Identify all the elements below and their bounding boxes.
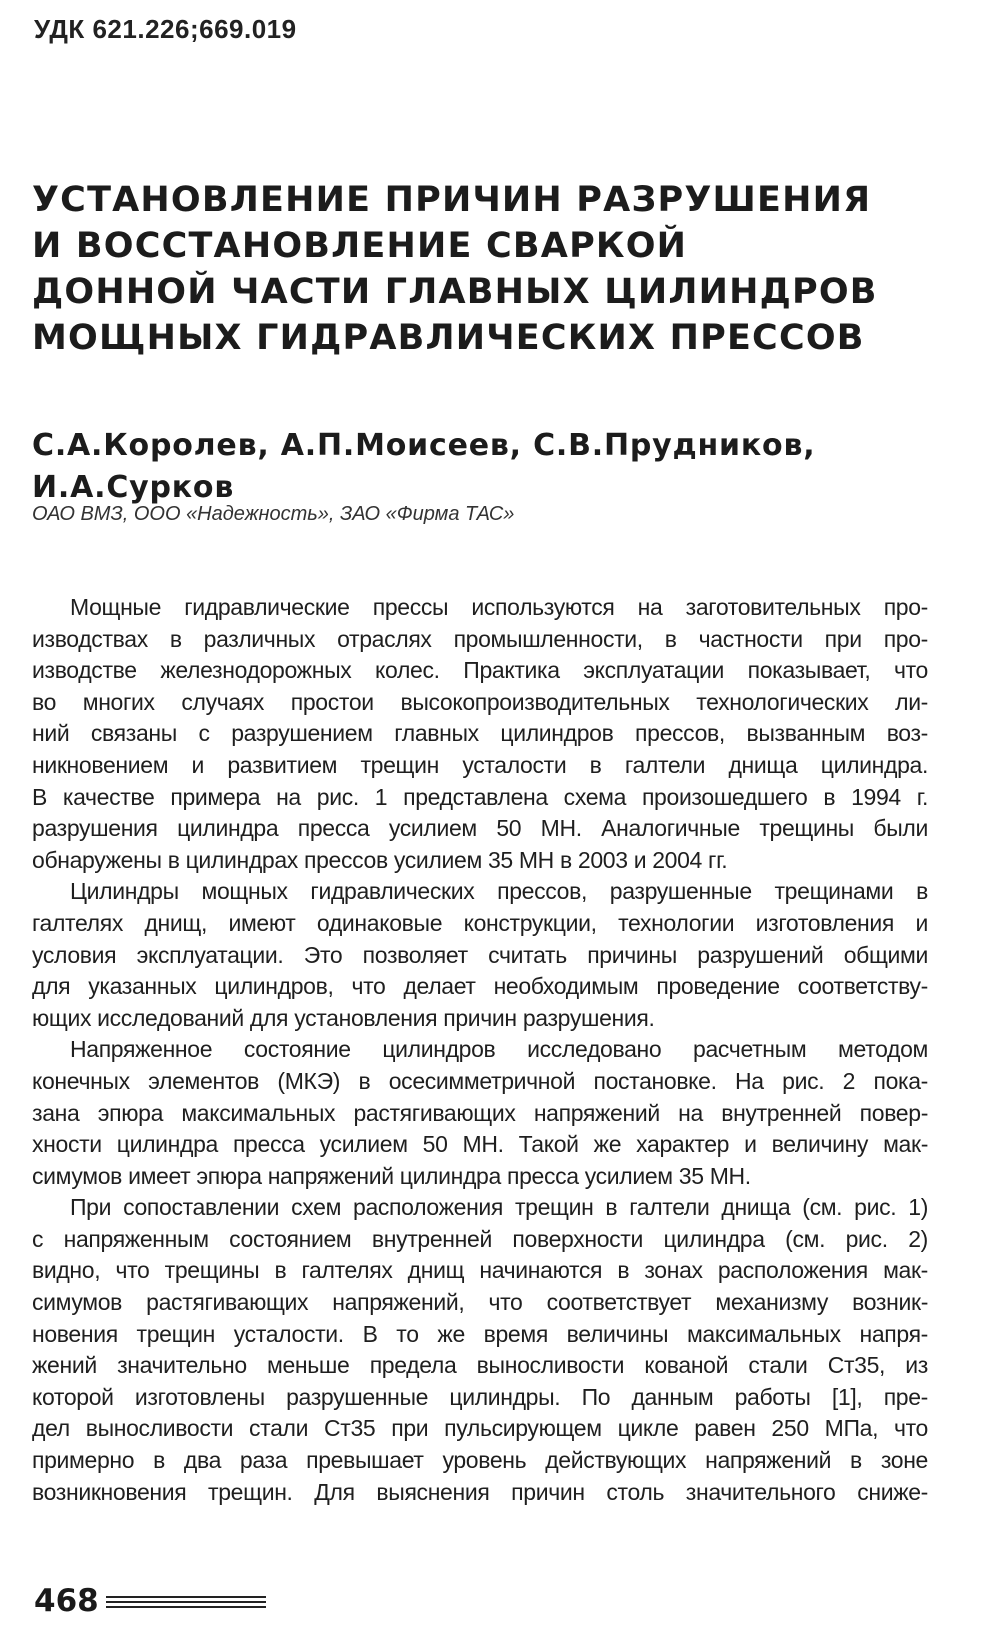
body-line: с напряженным состоянием внутренней поверхности цилиндра (см. рис. 2): [32, 1225, 928, 1252]
body-line: дел выносливости стали Ст35 при пульсирующем цикле равен 250 МПа, что: [32, 1415, 928, 1442]
body-line: изводствах в различных отраслях промышленности, в частности при про-: [32, 625, 928, 652]
title-line: УСТАНОВЛЕНИЕ ПРИЧИН РАЗРУШЕНИЯ: [32, 180, 872, 220]
body-line: изводстве железнодорожных колес. Практика эксплуатации показывает, что: [32, 657, 928, 684]
body-line: условия эксплуатации. Это позволяет считать причины разрушений общими: [32, 941, 928, 968]
udk-code: УДК 621.226;669.019: [34, 14, 297, 44]
page-number: 468: [34, 1583, 99, 1619]
affiliation: ОАО ВМЗ, ООО «Надежность», ЗАО «Фирма ТАС»: [32, 503, 515, 525]
body-line: жений значительно меньше предела выносливости кованой стали Ст35, из: [32, 1352, 928, 1379]
body-line: симумов имеет эпюра напряжений цилиндра пресса усилием 35 МН.: [32, 1162, 751, 1189]
article-title: [32, 177, 932, 361]
article-body: [32, 592, 928, 1508]
body-line: При сопоставлении схем расположения трещин в галтели днища (см. рис. 1): [70, 1194, 928, 1221]
body-line: во многих случаях простои высокопроизводительных технологических ли-: [32, 688, 928, 715]
authors: [32, 425, 932, 509]
authors-line: И.А.Сурков: [32, 470, 235, 505]
body-line: галтелях днищ, имеют одинаковые конструкции, технологии изготовления и: [32, 909, 928, 936]
body-line: ющих исследований для установления причин разрушения.: [32, 1004, 655, 1031]
body-line: обнаружены в цилиндрах прессов усилием 35 МН в 2003 и 2004 гг.: [32, 846, 728, 873]
body-line: новения трещин усталости. В то же время величины максимальных напря-: [32, 1320, 928, 1347]
title-line: И ВОССТАНОВЛЕНИЕ СВАРКОЙ: [32, 226, 688, 266]
body-line: зана эпюра максимальных растягивающих напряжений на внутренней повер-: [32, 1099, 928, 1126]
body-line: В качестве примера на рис. 1 представлена схема произошедшего в 1994 г.: [32, 783, 928, 810]
body-line: для указанных цилиндров, что делает необходимым проведение соответству-: [32, 973, 928, 1000]
body-line: симумов растягивающих напряжений, что соответствует механизму возник-: [32, 1289, 928, 1316]
body-line: разрушения цилиндра пресса усилием 50 МН. Аналогичные трещины были: [32, 815, 928, 842]
title-line: ДОННОЙ ЧАСТИ ГЛАВНЫХ ЦИЛИНДРОВ: [32, 272, 878, 312]
body-line: никновением и развитием трещин усталости в галтели днища цилиндра.: [32, 751, 928, 778]
title-line: МОЩНЫХ ГИДРАВЛИЧЕСКИХ ПРЕССОВ: [32, 318, 865, 358]
body-line: возникновения трещин. Для выяснения причин столь значительного сниже-: [32, 1478, 928, 1505]
body-line: ний связаны с разрушением главных цилиндров прессов, вызванным воз-: [32, 720, 928, 747]
body-line: Напряженное состояние цилиндров исследовано расчетным методом: [70, 1036, 928, 1063]
body-line: конечных элементов (МКЭ) в осесимметричной постановке. На рис. 2 пока-: [32, 1067, 928, 1094]
body-line: хности цилиндра пресса усилием 50 МН. Такой же характер и величину мак-: [32, 1131, 928, 1158]
footer-rule: [106, 1596, 266, 1611]
page-footer: [34, 1583, 954, 1623]
body-line: Мощные гидравлические прессы используются на заготовительных про-: [70, 594, 928, 620]
body-line: примерно в два раза превышает уровень действующих напряжений в зоне: [32, 1447, 928, 1474]
authors-line: С.А.Королев, А.П.Моисеев, С.В.Прудников,: [32, 428, 816, 463]
body-line: видно, что трещины в галтелях днищ начинаются в зонах расположения мак-: [32, 1257, 928, 1284]
body-line: которой изготовлены разрушенные цилиндры. По данным работы [1], пре-: [32, 1383, 928, 1410]
body-line: Цилиндры мощных гидравлических прессов, разрушенные трещинами в: [70, 878, 928, 905]
